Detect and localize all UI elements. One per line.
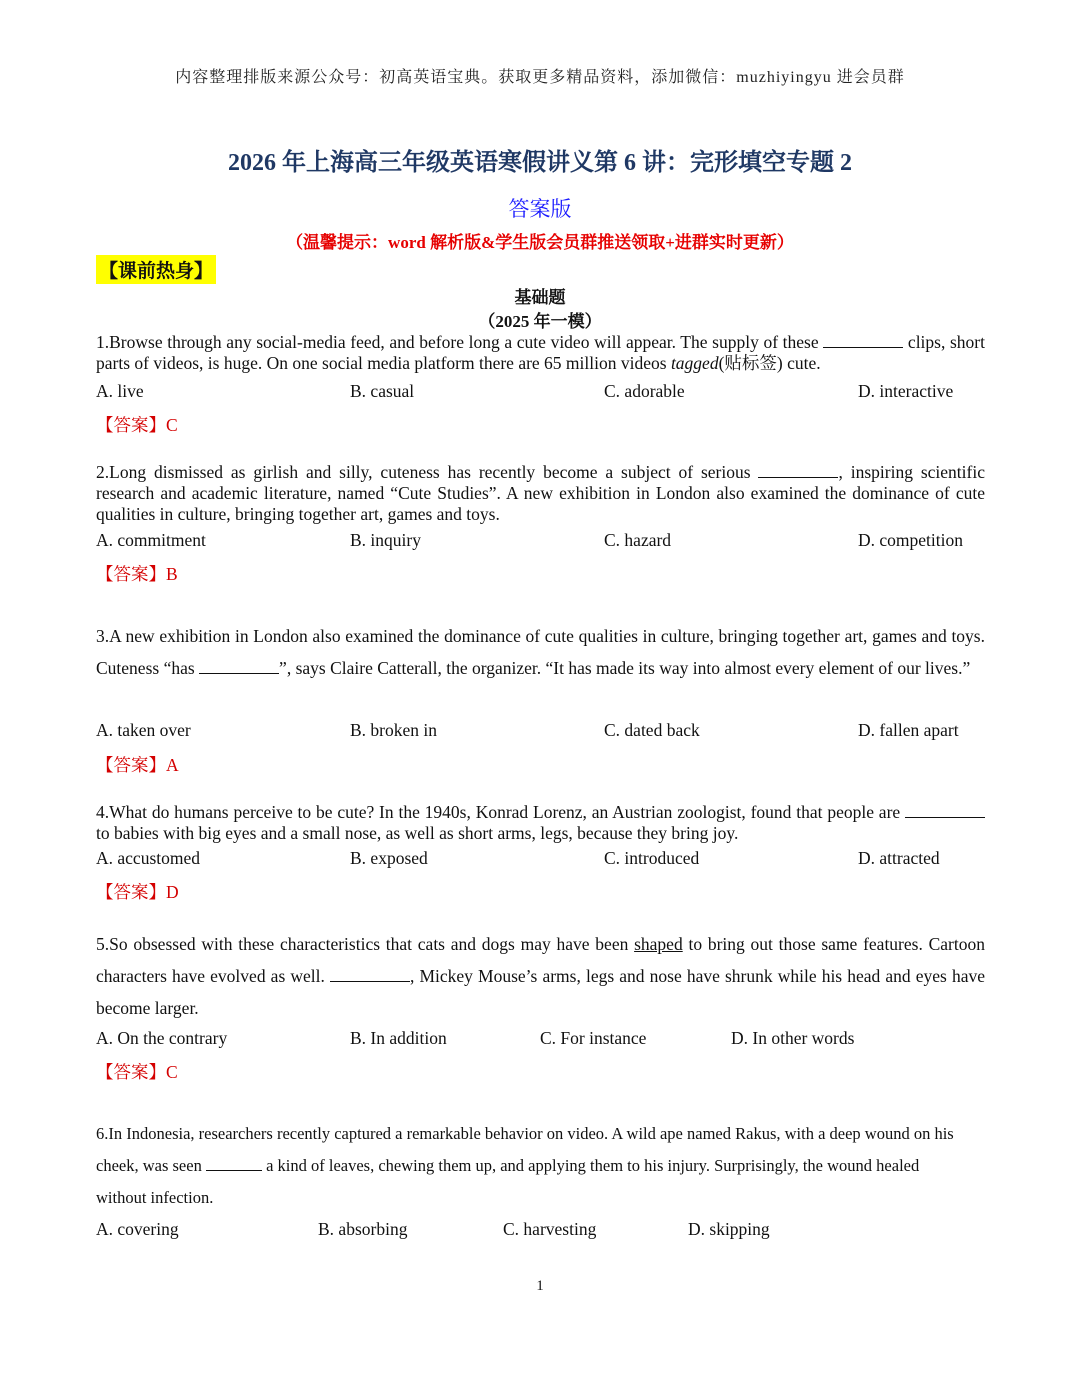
question-6: 6.In Indonesia, researchers recently captured a remarkable behavior on video. A wild ape named Rakus, with a deep wound on his cheek, was seen a kind of leaves, chewing them up, and applying them to his injury. Surprisingly, the wound healed without infection.: [96, 1124, 954, 1207]
question-4: 4.What do humans perceive to be cute? In the 1940s, Konrad Lorenz, an Austrian zoologist, found that people are to babies with big eyes and a small nose, as well as short arms, legs, because they bring joy.: [96, 801, 985, 844]
answer-blank: [330, 965, 410, 982]
option-b: B. inquiry: [350, 530, 421, 550]
option-c: C. For instance: [540, 1028, 647, 1048]
option-a: A. taken over: [96, 720, 191, 740]
section-source: （2025 年一模）: [478, 312, 602, 331]
option-d: D. competition: [858, 530, 963, 550]
answer-blank: [199, 657, 279, 674]
option-b: B. broken in: [350, 720, 438, 740]
question-3: 3.A new exhibition in London also examined the dominance of cute qualities in culture, bringing together art, games and toys. Cuteness “has ”, says Claire Catterall, the organizer. “It has made its way into almost every element of our lives.”: [96, 626, 985, 678]
question-2: 2.Long dismissed as girlish and silly, cuteness has recently become a subject of serious , inspiring scientific research and academic literature, named “Cute Studies”. A new exhibition in London also examined the dominance of cute qualities in culture, bringing together art, games and toys.: [96, 462, 985, 524]
option-d: D. In other words: [731, 1028, 855, 1048]
option-c: C. hazard: [604, 530, 672, 550]
option-a: A. commitment: [96, 530, 206, 550]
option-c: C. introduced: [604, 848, 700, 868]
option-d: D. attracted: [858, 848, 940, 868]
answer-label: 【答案】B: [96, 564, 178, 584]
warmup-label: 【课前热身】: [96, 255, 216, 284]
answer-blank: [823, 331, 903, 348]
option-a: A. On the contrary: [96, 1028, 228, 1048]
answer-label: 【答案】D: [96, 882, 179, 902]
option-c: C. adorable: [604, 381, 685, 401]
option-a: A. covering: [96, 1219, 179, 1239]
page-title: 2026 年上海高三年级英语寒假讲义第 6 讲：完形填空专题 2: [228, 150, 852, 176]
option-c: C. harvesting: [503, 1219, 597, 1239]
option-b: B. In addition: [350, 1028, 447, 1048]
page-number: 1: [536, 1278, 544, 1294]
page-header-source: 内容整理排版来源公众号：初高英语宝典。获取更多精品资料，添加微信：muzhiyingyu 进会员群: [175, 69, 905, 86]
option-a: A. live: [96, 381, 144, 401]
question-5: 5.So obsessed with these characteristics that cats and dogs may have been shaped to bring out those same features. Cartoon characters have evolved as well. , Mickey Mouse’s arms, legs and nose have shrunk while his head and eyes have become larger.: [96, 934, 985, 1018]
answer-label: 【答案】C: [96, 1062, 178, 1082]
option-b: B. casual: [350, 381, 415, 401]
option-c: C. dated back: [604, 720, 700, 740]
option-d: D. fallen apart: [858, 720, 959, 740]
underlined-word: shaped: [634, 934, 683, 954]
tip-notice: （温馨提示：word 解析版&学生版会员群推送领取+进群实时更新）: [286, 233, 794, 252]
option-b: B. exposed: [350, 848, 428, 868]
answer-blank: [905, 801, 985, 818]
section-title: 基础题: [514, 288, 566, 307]
option-a: A. accustomed: [96, 848, 200, 868]
answer-label: 【答案】A: [96, 755, 179, 775]
answer-blank: [206, 1154, 262, 1171]
option-b: B. absorbing: [318, 1219, 408, 1239]
page-subtitle: 答案版: [508, 197, 572, 221]
option-d: D. skipping: [688, 1219, 770, 1239]
answer-blank: [758, 461, 838, 478]
answer-label: 【答案】C: [96, 415, 178, 435]
question-1: 1.Browse through any social-media feed, and before long a cute video will appear. The supply of these clips, short parts of videos, is huge. On one social media platform there are 65 million videos tagged(贴标签) cute.: [96, 332, 985, 373]
option-d: D. interactive: [858, 381, 954, 401]
